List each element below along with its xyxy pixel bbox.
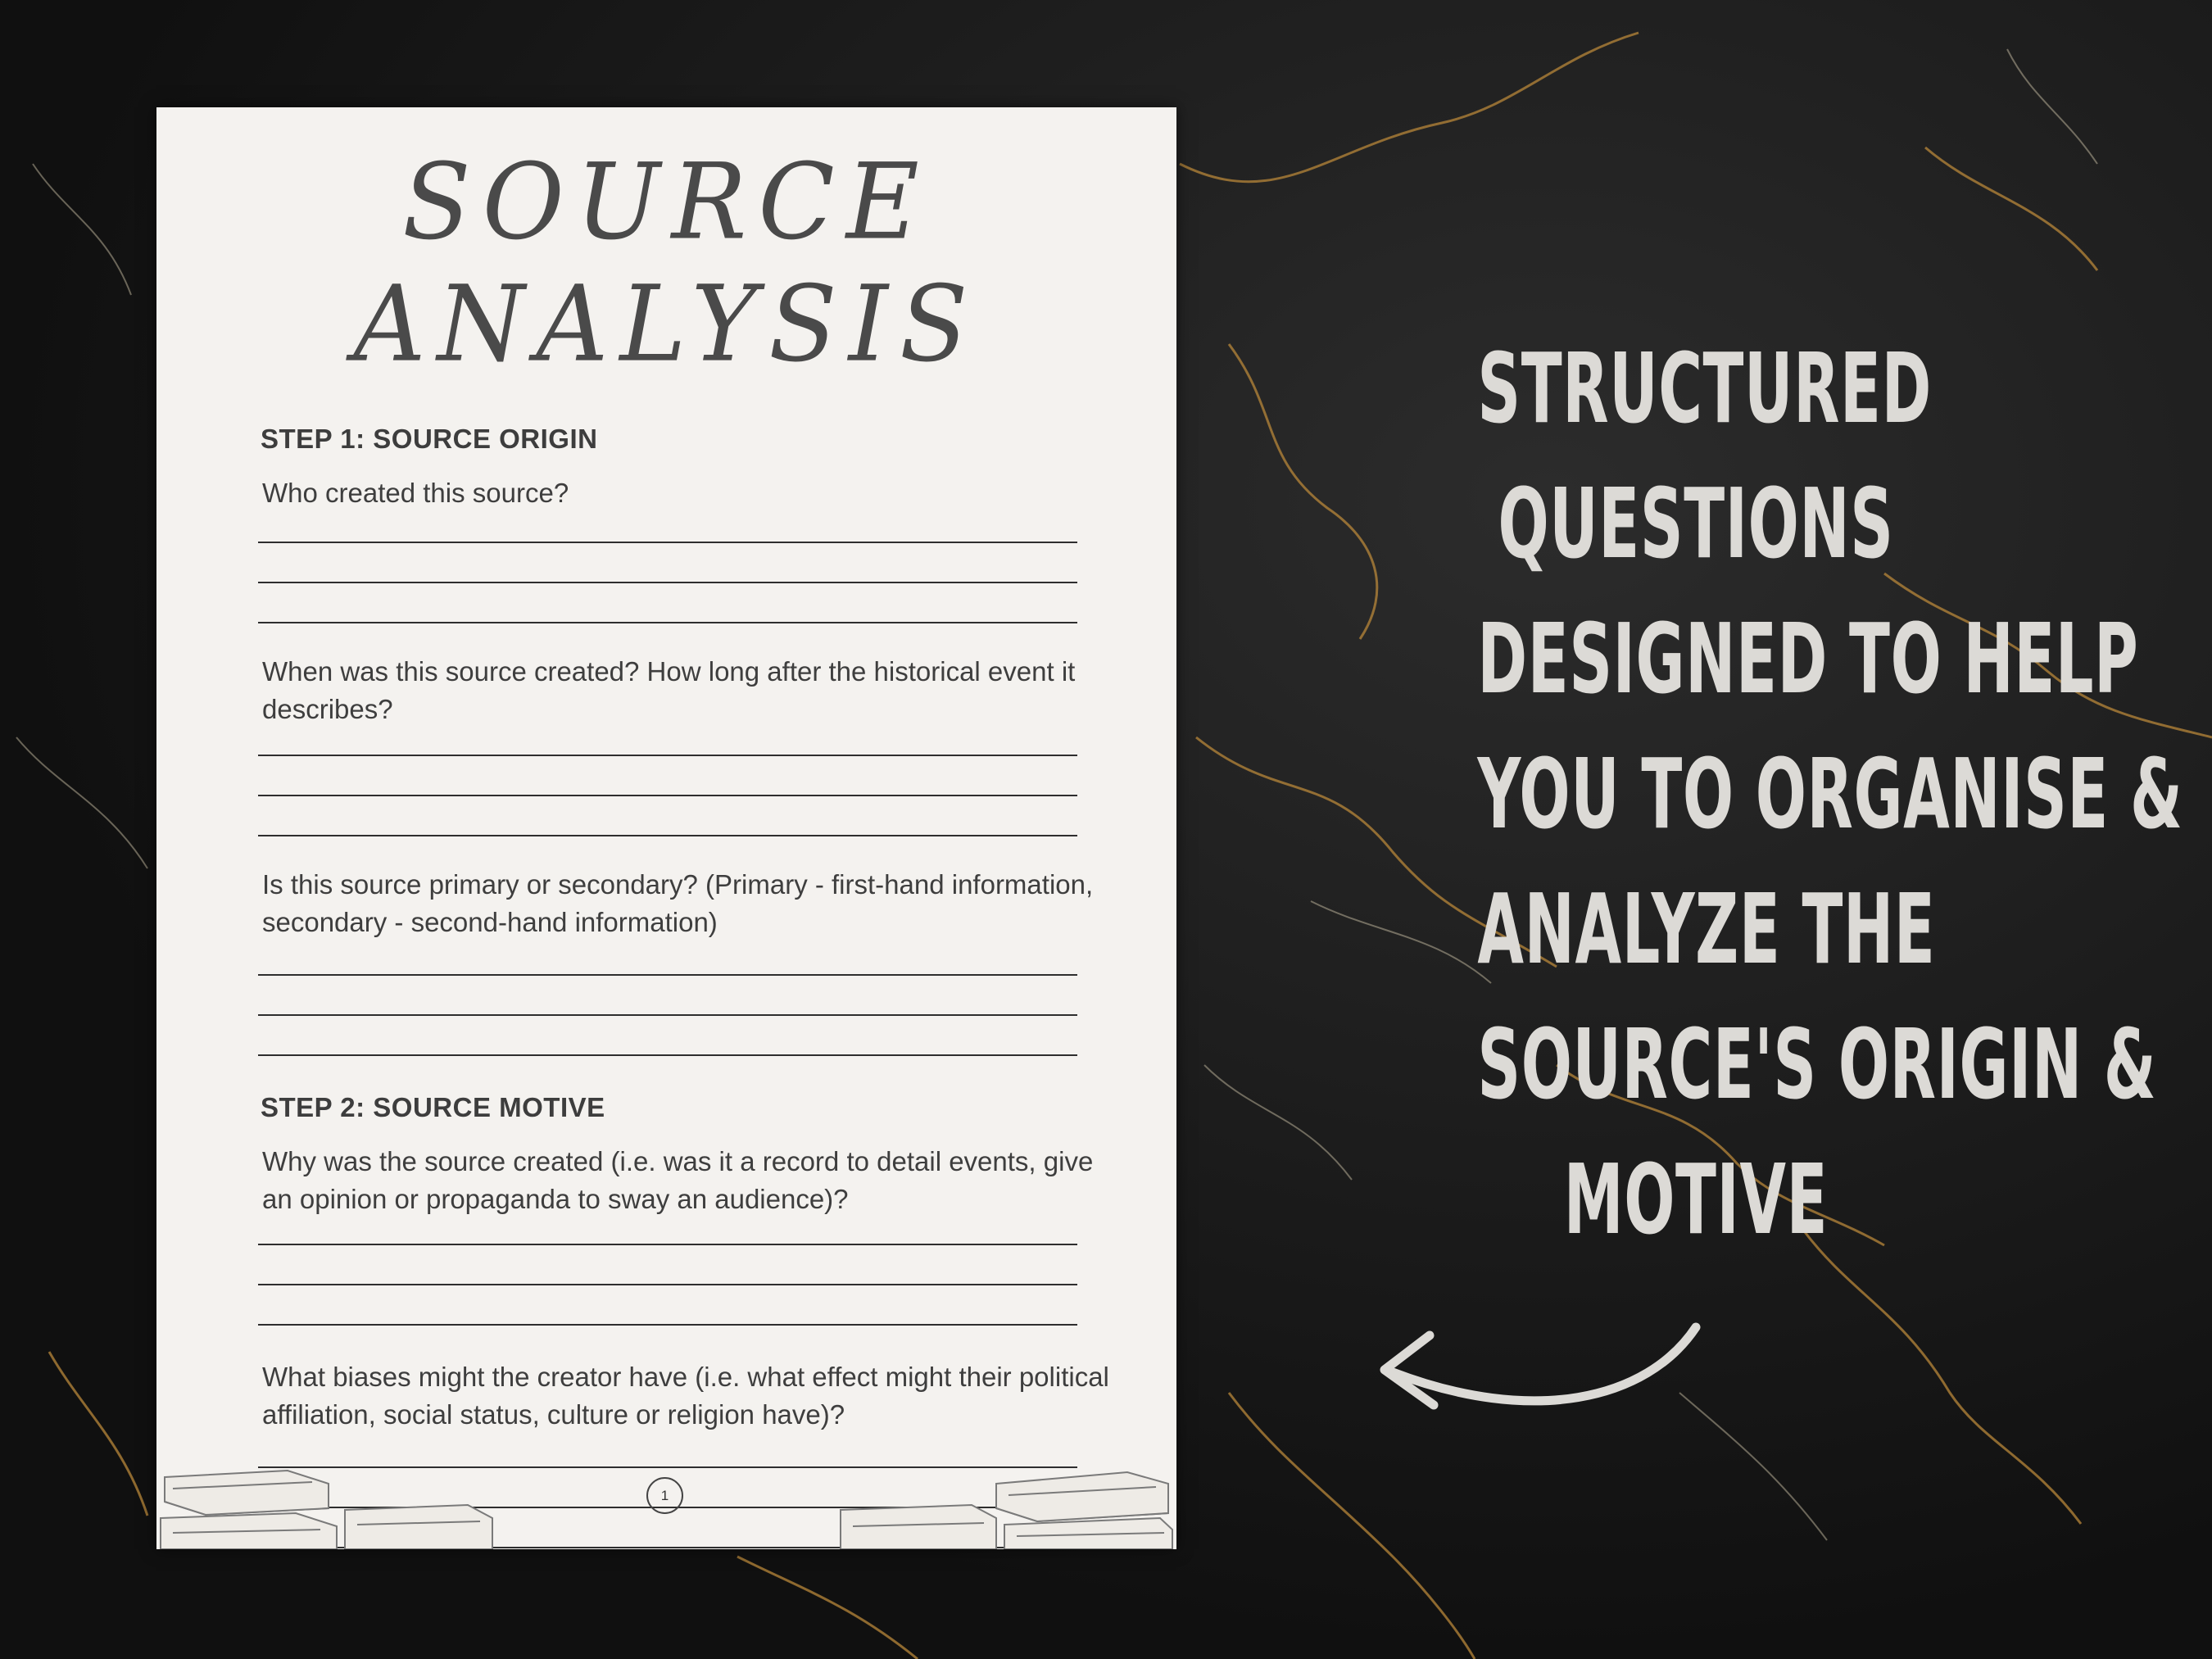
answer-line [258, 1324, 1077, 1326]
answer-line [258, 542, 1077, 543]
question-primary-secondary: Is this source primary or secondary? (Primary - first-hand information, secondary - second-hand information) [262, 869, 1094, 937]
promo-line: MOTIVE [1563, 1143, 1829, 1256]
promo-line: STRUCTURED [1477, 332, 1932, 445]
stacked-books-icon [832, 1467, 1176, 1549]
answer-line [258, 1244, 1077, 1245]
answer-line [258, 1284, 1077, 1285]
page-number: 1 [646, 1477, 683, 1514]
promo-line: ANALYZE THE [1477, 873, 1936, 986]
answer-line [258, 835, 1077, 836]
question-purpose: Why was the source created (i.e. was it a record to detail events, give an opinion or propaganda to sway an audience)? [262, 1146, 1094, 1214]
promo-line: DESIGNED TO HELP [1477, 602, 2139, 715]
question-date: When was this source created? How long after the historical event it describes? [262, 656, 1076, 724]
sheet-title: SOURCE ANALYSIS [353, 140, 980, 386]
promo-line: QUESTIONS [1498, 467, 1894, 580]
step-2-heading: STEP 2: SOURCE MOTIVE [261, 1092, 605, 1122]
question-biases: What biases might the creator have (i.e. what effect might their political affiliation, social status, culture or religion have)? [262, 1362, 1109, 1430]
curved-arrow-left-icon [1352, 1311, 1712, 1426]
answer-line [258, 974, 1077, 976]
answer-line [258, 795, 1077, 796]
step-1-heading: STEP 1: SOURCE ORIGIN [261, 424, 598, 454]
promo-line: YOU TO ORGANISE & [1477, 737, 2183, 850]
answer-line [258, 1014, 1077, 1016]
answer-line [258, 755, 1077, 756]
promo-text [1477, 321, 2183, 1267]
question-creator: Who created this source? [262, 478, 569, 508]
promo-line: SOURCE'S ORIGIN & [1477, 1008, 2157, 1121]
answer-line [258, 582, 1077, 583]
worksheet-page [156, 107, 1176, 1549]
answer-line [258, 1054, 1077, 1056]
answer-line [258, 622, 1077, 623]
stacked-books-icon [156, 1467, 501, 1549]
